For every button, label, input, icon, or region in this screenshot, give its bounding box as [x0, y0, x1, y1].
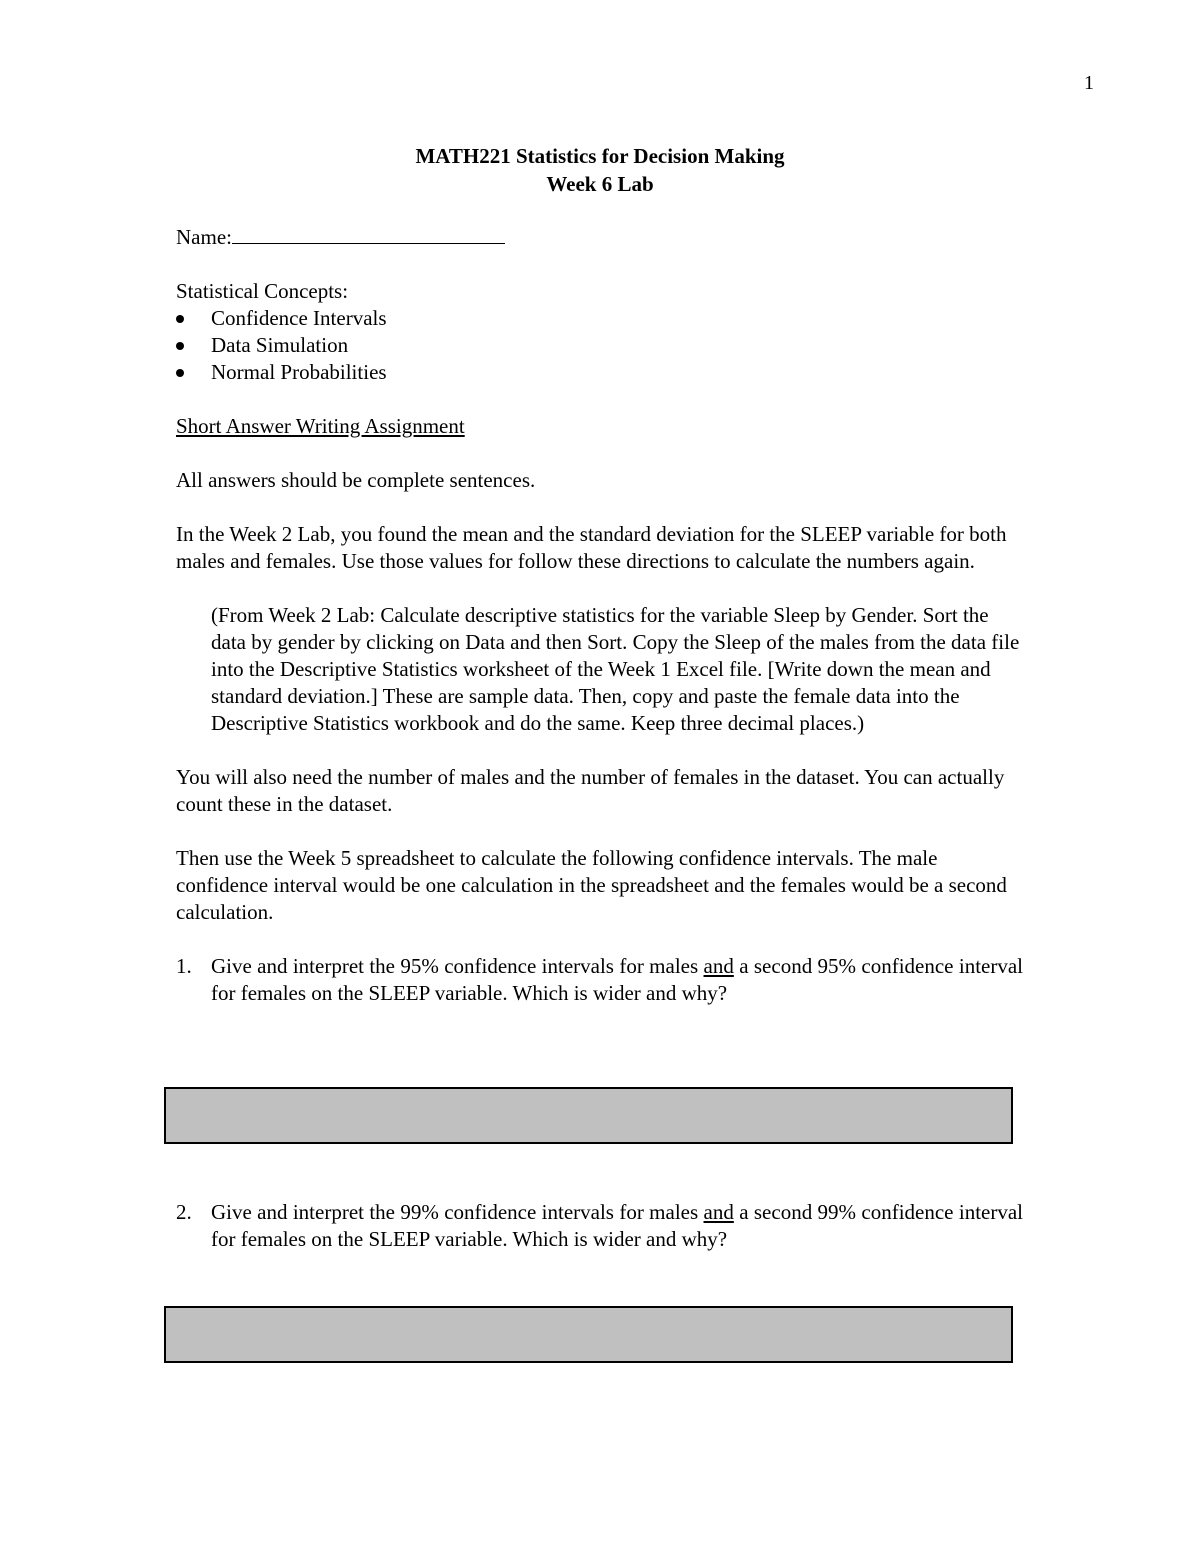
- bullet-icon: [176, 342, 184, 350]
- question-text: a second 99% confidence interval for females on the SLEEP variable. Which is wider and why?: [211, 1200, 1023, 1251]
- page-number: 1: [1084, 72, 1094, 94]
- question-emphasis: and: [703, 1200, 734, 1224]
- count-paragraph: You will also need the number of males and the number of females in the dataset. You can actually count these in the dataset.: [176, 765, 1005, 816]
- question-text: Give and interpret the 99% confidence intervals for males: [211, 1200, 704, 1224]
- name-blank-line[interactable]: [232, 223, 505, 244]
- document-title: [0, 142, 1200, 198]
- answer-box-2[interactable]: [164, 1306, 1013, 1363]
- instruction-text: All answers should be complete sentences.: [176, 468, 536, 492]
- concepts-heading: Statistical Concepts:: [176, 279, 349, 303]
- quoted-paragraph: (From Week 2 Lab: Calculate descriptive statistics for the variable Sleep by Gender. Sort the data by gender by clicking on Data and then Sort. Copy the Sleep of the males from the data file into the Descriptive Statistics worksheet of the Week 1 Excel file. [Write down the mean and standard deviation.] These are sample data. Then, copy and paste the female data into the Descriptive Statistics workbook and do the same. Keep three decimal places.): [211, 603, 1020, 735]
- question-2-block: [176, 1199, 1026, 1253]
- question-text: a second 95% confidence interval for females on the SLEEP variable. Which is wider and why?: [211, 954, 1023, 1005]
- bullet-icon: [176, 369, 184, 377]
- name-field-row: [176, 223, 1026, 251]
- list-item: [176, 305, 1026, 332]
- intro-paragraph: In the Week 2 Lab, you found the mean and the standard deviation for the SLEEP variable for both males and females. Use those values for follow these directions to calculate the numbers again.: [176, 522, 1007, 573]
- spreadsheet-paragraph: Then use the Week 5 spreadsheet to calculate the following confidence intervals. The male confidence interval would be one calculation in the spreadsheet and the females would be a second calculation.: [176, 846, 1007, 924]
- concept-label: Confidence Intervals: [211, 306, 387, 330]
- question-number: 2.: [176, 1200, 192, 1224]
- question-1: [176, 953, 1023, 1007]
- concepts-list: [176, 305, 1026, 386]
- question-text: Give and interpret the 95% confidence intervals for males: [211, 954, 704, 978]
- document-body: [176, 223, 1026, 1007]
- concept-label: Data Simulation: [211, 333, 349, 357]
- answer-box-1[interactable]: [164, 1087, 1013, 1144]
- list-item: [176, 359, 1026, 386]
- name-label: Name:: [176, 225, 232, 249]
- concept-label: Normal Probabilities: [211, 360, 387, 384]
- question-number: 1.: [176, 954, 192, 978]
- question-2: [176, 1199, 1023, 1253]
- list-item: [176, 332, 1026, 359]
- section-heading: Short Answer Writing Assignment: [176, 414, 465, 438]
- bullet-icon: [176, 315, 184, 323]
- course-title: MATH221 Statistics for Decision Making: [415, 144, 785, 168]
- lab-title: Week 6 Lab: [546, 172, 654, 196]
- question-emphasis: and: [703, 954, 734, 978]
